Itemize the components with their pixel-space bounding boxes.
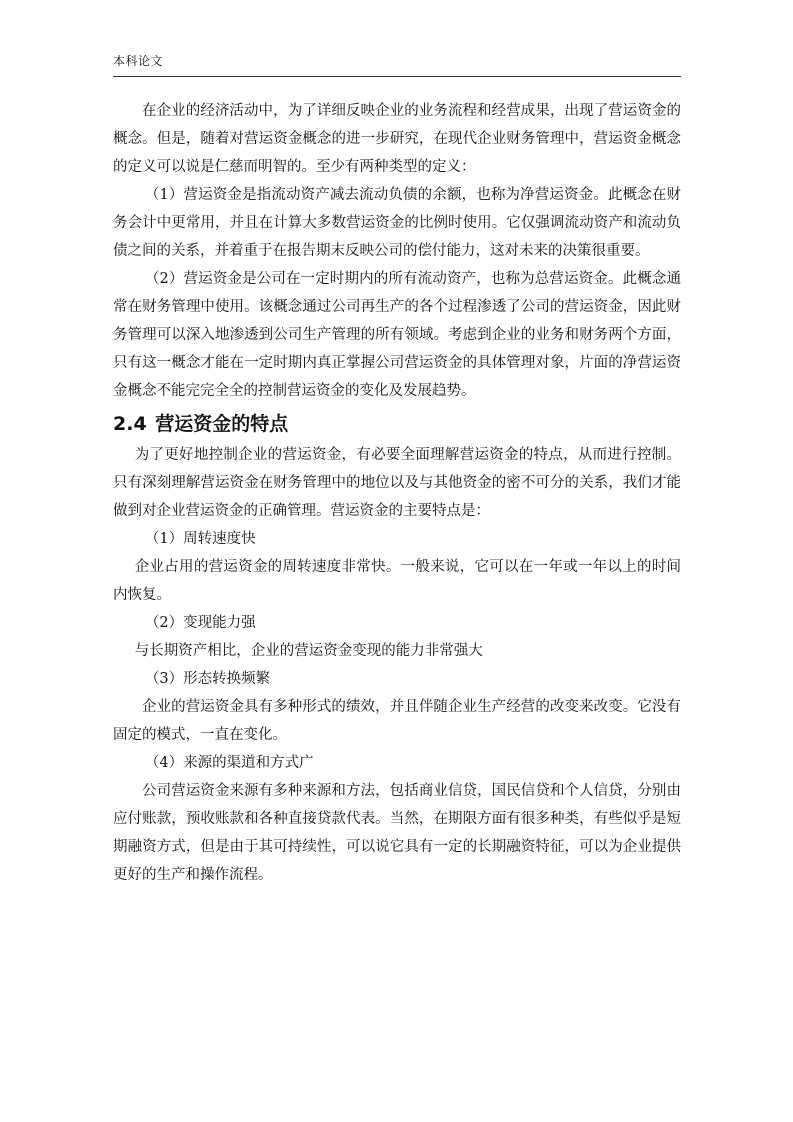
feature-4-body: 公司营运资金来源有多种来源和方法，包括商业信贷，国民信贷和个人信贷，分别由应付账款，预收账款和各种直接贷款代表。当然，在期限方面有很多种类，有些似乎是短期融资方式，但是由于其可持续性，可以说它具有一定的长期融资特征，可以为企业提供更好的生产和操作流程。	[113, 783, 681, 883]
paragraph-features-intro: 为了更好地控制企业的营运资金，有必要全面理解营运资金的特点，从而进行控制。只有深刻理解营运资金在财务管理中的地位以及与其他资金的密不可分的关系，我们才能做到对企业营运资金的正确管理。营运资金的主要特点是：	[113, 447, 681, 519]
feature-3-body: 企业的营运资金具有多种形式的绩效，并且伴随企业生产经营的改变来改变。它没有固定的模式，一直在变化。	[113, 699, 681, 743]
paragraph-definition-1: （1）营运资金是指流动资产减去流动负债的余额，也称为净营运资金。此概念在财务会计中更常用，并且在计算大多数营运资金的比例时使用。它仅强调流动资产和流动负债之间的关系，并着重于在报告期末反映公司的偿付能力，这对未来的决策很重要。	[113, 187, 681, 259]
feature-1-body: 企业占用的营运资金的周转速度非常快。一般来说，它可以在一年或一年以上的时间内恢复。	[113, 559, 681, 603]
section-number: 2.4	[113, 413, 147, 435]
section-title: 营运资金的特点	[155, 413, 289, 435]
running-header: 本科论文	[113, 54, 164, 68]
paragraph-concept-intro: 在企业的经济活动中，为了详细反映企业的业务流程和经营成果，出现了营运资金的概念。但是，随着对营运资金概念的进一步研究，在现代企业财务管理中，营运资金概念的定义可以说是仁慈而明智的。至少有两种类型的定义：	[113, 103, 681, 175]
document-body	[113, 97, 681, 889]
feature-1-title: （1）周转速度快	[144, 531, 256, 547]
section-heading	[113, 407, 681, 441]
paragraph-definition-2: （2）营运资金是公司在一定时期内的所有流动资产，也称为总营运资金。此概念通常在财务管理中使用。该概念通过公司再生产的各个过程渗透了公司的营运资金，因此财务管理可以深入地渗透到公司生产管理的所有领域。考虑到企业的业务和财务两个方面，只有这一概念才能在一定时期内真正掌握公司营运资金的具体管理对象，片面的净营运资金概念不能完完全全的控制营运资金的变化及发展趋势。	[113, 271, 681, 399]
feature-4-title: （4）来源的渠道和方式广	[144, 755, 314, 771]
header-rule	[113, 76, 681, 77]
feature-3-title: （3）形态转换频繁	[144, 671, 271, 687]
feature-2-title: （2）变现能力强	[144, 615, 256, 631]
feature-2-body: 与长期资产相比，企业的营运资金变现的能力非常强大	[134, 643, 483, 659]
